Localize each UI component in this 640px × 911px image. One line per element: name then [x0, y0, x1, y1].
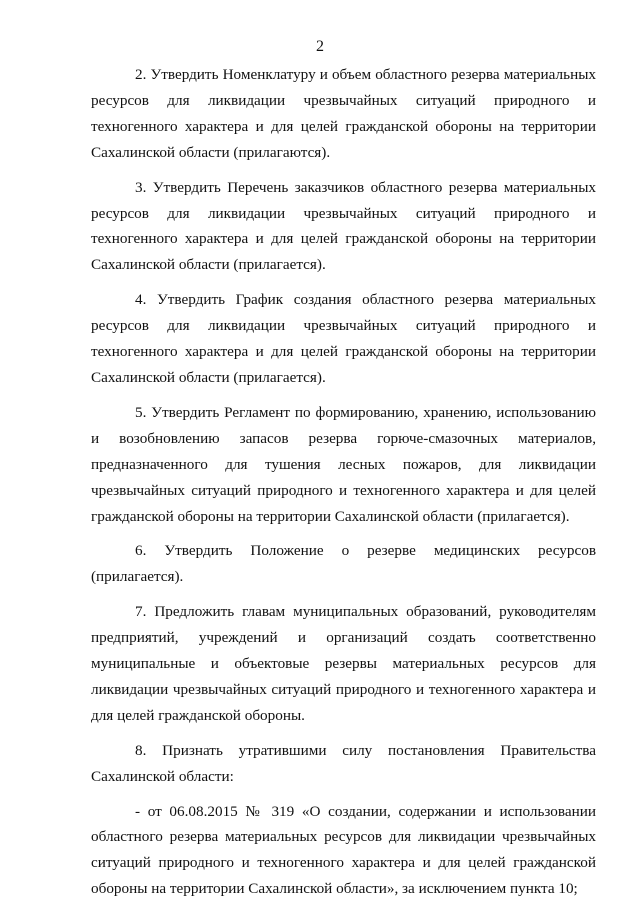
- paragraph-item-7: 7. Предложить главам муниципальных образований, руководителям предприятий, учреждений и организаций создать соответственно муниципальные и объектовые резервы материальных ресурсов для ликвидации чрезвычайных ситуаций природного и техногенного характера и для целей гражданской обороны.: [91, 603, 596, 724]
- paragraph-item-6: 6. Утвердить Положение о резерве медицинских ресурсов (прилагается).: [91, 542, 596, 586]
- repealed-act-item: - от 06.08.2015 № 319 «О создании, содержании и использовании областного резерва материальных ресурсов для ликвидации чрезвычайных ситуаций природного и техногенного характера и для целей гражданской обороны на территории Сахалинской области», за исключением пункта 10;: [91, 802, 596, 898]
- paragraph-item-4: 4. Утвердить График создания областного резерва материальных ресурсов для ликвидации чрезвычайных ситуаций природного и техногенного характера и для целей гражданской обороны на территории Сахалинской области (прилагается).: [91, 291, 596, 386]
- paragraph-item-5: 5. Утвердить Регламент по формированию, хранению, использованию и возобновлению запасов резерва горюче-смазочных материалов, предназначенного для тушения лесных пожаров, для ликвидации чрезвычайных ситуаций природного и техногенного характера и для целей гражданской обороны на территории Сахалинской области (прилагается).: [91, 403, 596, 525]
- paragraph-item-2: 2. Утвердить Номенклатуру и объем областного резерва материальных ресурсов для ликвидации чрезвычайных ситуаций природного и техногенного характера и для целей гражданской обороны на территории Сахалинской области (прилагаются).: [91, 66, 596, 161]
- paragraph-item-3: 3. Утвердить Перечень заказчиков областного резерва материальных ресурсов для ликвидации чрезвычайных ситуаций природного и техногенного характера и для целей гражданской обороны на территории Сахалинской области (прилагается).: [91, 178, 596, 274]
- document-body: [91, 62, 596, 911]
- page-number: 2: [316, 38, 324, 55]
- paragraph-item-8: 8. Признать утратившими силу постановления Правительства Сахалинской области:: [91, 741, 596, 785]
